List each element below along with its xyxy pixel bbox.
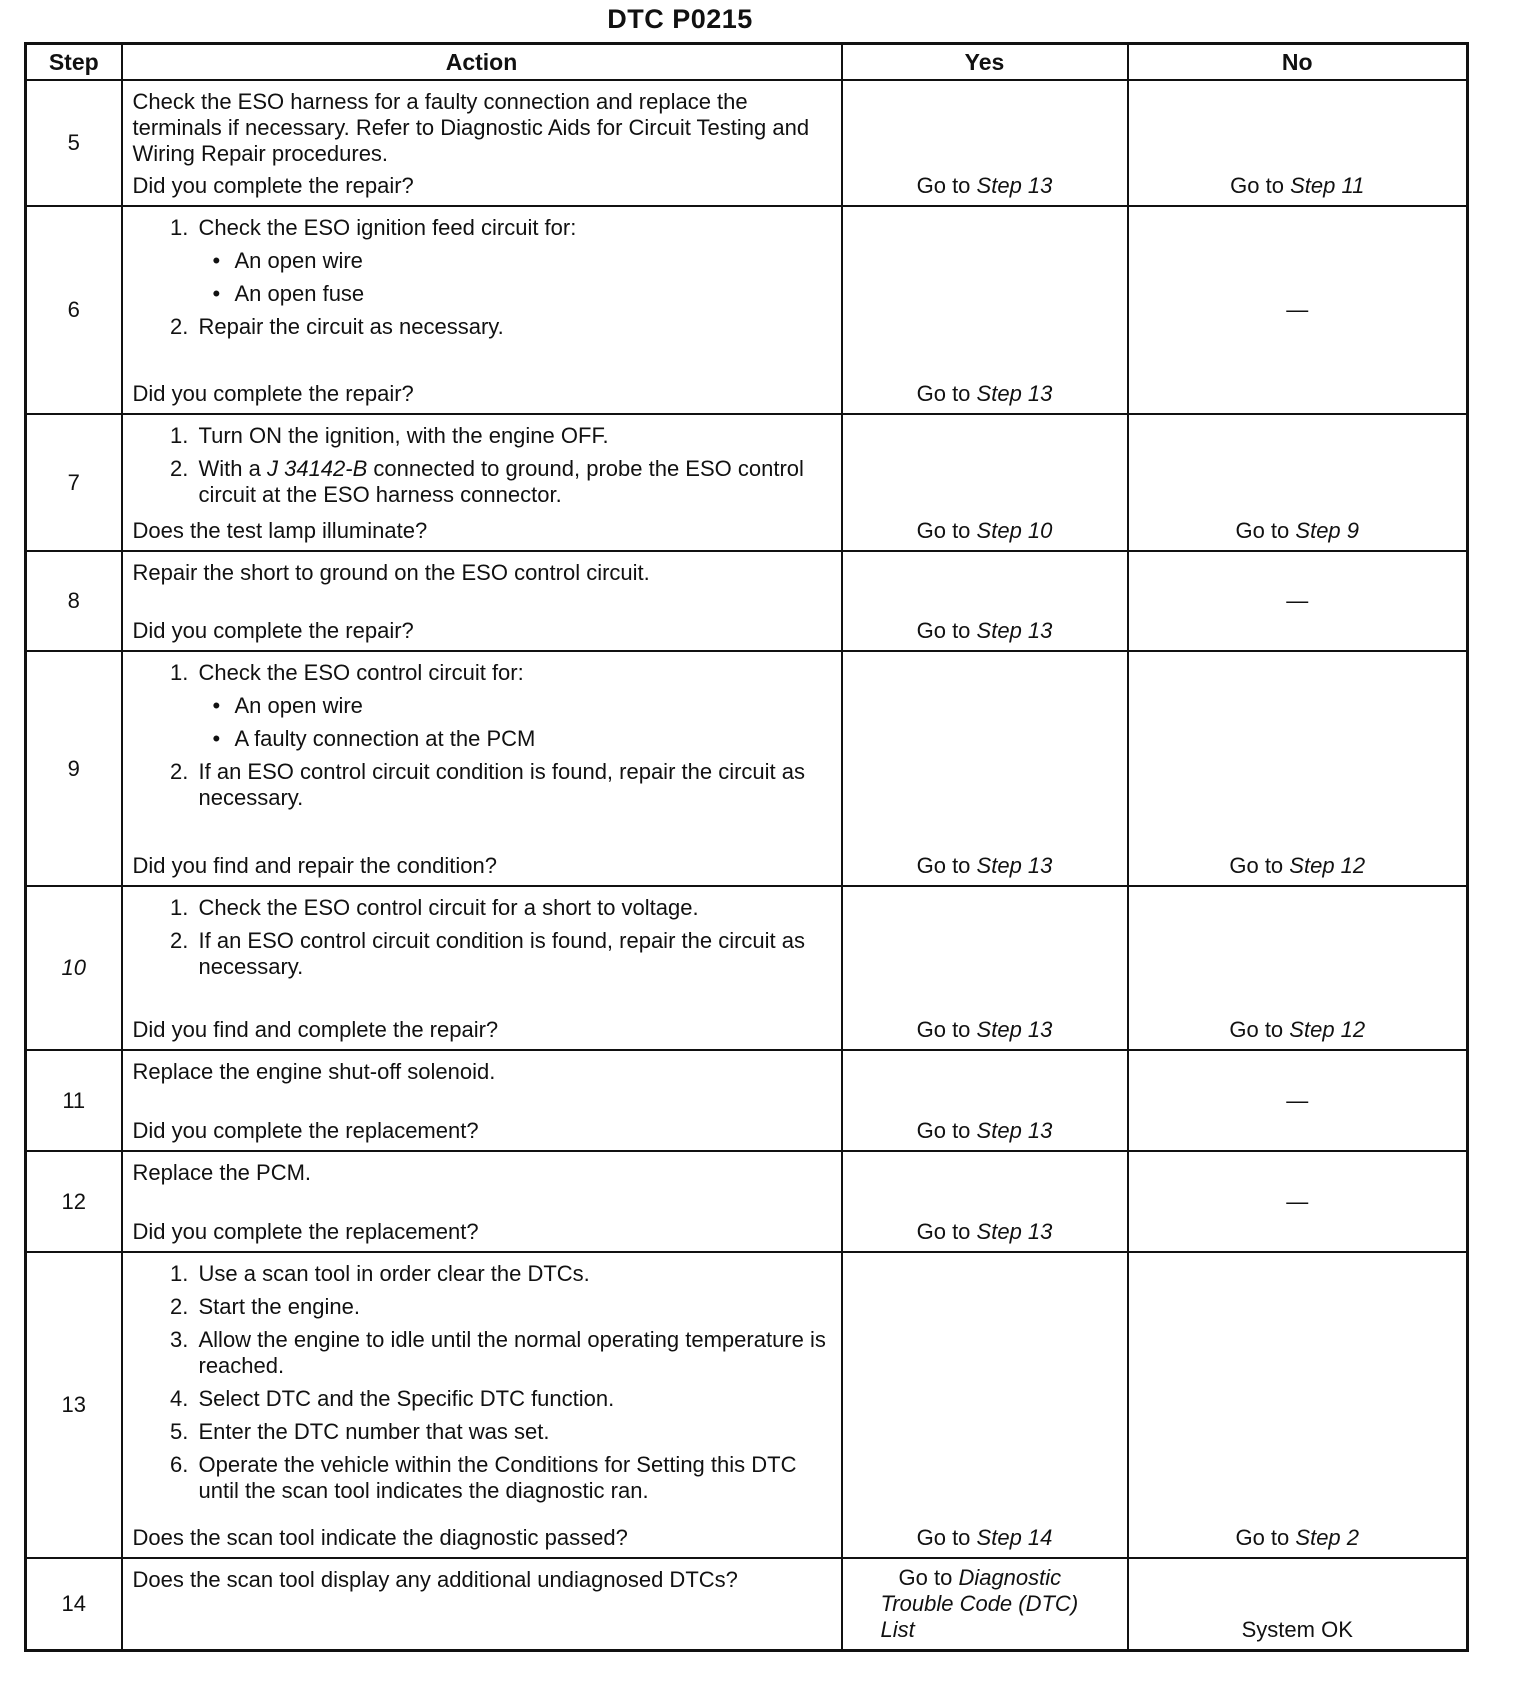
- goto-prefix: Go to: [916, 173, 971, 198]
- table-row: [26, 1151, 1468, 1252]
- action-step-item: 2. With a J 34142-B connected to ground, probe the ESO control circuit at the ESO harness connector.: [195, 456, 833, 508]
- no-cell: System OK: [1128, 1558, 1468, 1651]
- table-row: [26, 414, 1468, 551]
- bullet-list: [199, 248, 833, 307]
- yes-cell: [842, 80, 1128, 206]
- goto-target: Step 13: [976, 853, 1053, 878]
- goto-target: Step 12: [1289, 853, 1366, 878]
- action-step-item: 2. If an ESO control circuit condition is found, repair the circuit as necessary.: [195, 759, 833, 811]
- header-row: [26, 44, 1468, 81]
- goto-target: Step 14: [976, 1525, 1053, 1550]
- action-cell: [122, 651, 842, 886]
- goto-line: [881, 1591, 1117, 1617]
- action-step-item: 1. Use a scan tool in order clear the DTCs.: [195, 1261, 833, 1287]
- table-row: [26, 1252, 1468, 1558]
- header-step: Step: [26, 44, 122, 81]
- goto-prefix: Go to: [916, 1525, 971, 1550]
- no-cell: [1128, 414, 1468, 551]
- goto-target: Step 11: [1290, 173, 1365, 198]
- yes-cell: [842, 551, 1128, 651]
- goto-target: List: [880, 1617, 915, 1642]
- tool-number: J 34142-B: [266, 456, 368, 481]
- table-row: [26, 80, 1468, 206]
- action-step-item: 1. Turn ON the ignition, with the engine OFF.: [195, 423, 833, 449]
- action-steps: [133, 1261, 833, 1504]
- step-number: 13: [26, 1252, 122, 1558]
- step-number: 14: [26, 1558, 122, 1651]
- action-cell: [122, 551, 842, 651]
- goto-target: Step 9: [1295, 518, 1360, 543]
- no-cell: —: [1128, 1151, 1468, 1252]
- action-question: Does the test lamp illuminate?: [132, 518, 428, 543]
- step-number: 9: [26, 651, 122, 886]
- goto-target: Step 13: [976, 618, 1053, 643]
- no-cell: [1128, 1252, 1468, 1558]
- action-text: Repair the short to ground on the ESO control circuit.: [132, 560, 650, 585]
- action-cell: [122, 1151, 842, 1252]
- action-cell: [122, 886, 842, 1050]
- action-steps: [133, 895, 833, 980]
- step-number: 11: [26, 1050, 122, 1151]
- table-row: [26, 1050, 1468, 1151]
- action-step-item: 1. Check the ESO ignition feed circuit for: • An open wire • An open fuse: [195, 215, 833, 307]
- goto-target: Step 10: [976, 518, 1053, 543]
- action-step-item: 2. Repair the circuit as necessary.: [195, 314, 833, 340]
- action-question: Did you complete the replacement?: [132, 1118, 479, 1143]
- goto-target: Step 13: [976, 1017, 1053, 1042]
- yes-cell: [842, 206, 1128, 414]
- yes-cell: [842, 1558, 1128, 1651]
- table-row: [26, 206, 1468, 414]
- goto-target: Step 13: [976, 173, 1053, 198]
- goto-line: [881, 1617, 1117, 1643]
- action-cell: [122, 1252, 842, 1558]
- action-text: Check the ESO harness for a faulty connection and replace the terminals if necessary. Refer to Diagnostic Aids for Circuit Testing and Wiring Repair procedures.: [132, 89, 810, 166]
- no-cell: —: [1128, 551, 1468, 651]
- goto-prefix: Go to: [916, 518, 971, 543]
- table-row: [26, 651, 1468, 886]
- no-cell: [1128, 651, 1468, 886]
- table-row: [26, 886, 1468, 1050]
- header-action: Action: [122, 44, 842, 81]
- action-question: Does the scan tool indicate the diagnostic passed?: [132, 1525, 628, 1550]
- yes-cell: [842, 1252, 1128, 1558]
- action-question: Did you complete the repair?: [132, 618, 414, 643]
- action-step-item: 1. Check the ESO control circuit for: • An open wire • A faulty connection at the PCM: [195, 660, 833, 752]
- action-text: Replace the PCM.: [132, 1160, 312, 1185]
- step-number: 5: [26, 80, 122, 206]
- goto-target: Trouble Code (DTC): [880, 1591, 1079, 1616]
- action-cell: [122, 80, 842, 206]
- goto-target: Diagnostic: [958, 1565, 1062, 1590]
- goto-prefix: Go to: [916, 381, 971, 406]
- table-row: [26, 1558, 1468, 1651]
- dtc-table: [24, 42, 1469, 1652]
- bullet-item: • An open fuse: [235, 281, 833, 307]
- goto-prefix: Go to: [1229, 1017, 1284, 1042]
- step-number: 12: [26, 1151, 122, 1252]
- page-title: DTC P0215: [607, 4, 753, 34]
- action-steps: [133, 423, 833, 508]
- no-cell: —: [1128, 1050, 1468, 1151]
- yes-cell: [842, 414, 1128, 551]
- goto-target: Step 12: [1289, 1017, 1366, 1042]
- no-cell: [1128, 886, 1468, 1050]
- bullet-item: • An open wire: [235, 693, 833, 719]
- action-cell: [122, 1050, 842, 1151]
- action-steps: [133, 660, 833, 811]
- yes-cell: [842, 886, 1128, 1050]
- yes-cell: [842, 651, 1128, 886]
- goto-prefix: Go to: [916, 1219, 971, 1244]
- goto-prefix: Go to: [916, 1118, 971, 1143]
- no-cell: —: [1128, 206, 1468, 414]
- goto-prefix: Go to: [916, 1017, 971, 1042]
- bullet-item: • An open wire: [235, 248, 833, 274]
- step-number: 10: [26, 886, 122, 1050]
- goto-prefix: Go to: [1235, 1525, 1290, 1550]
- goto-prefix: Go to: [1230, 173, 1284, 198]
- action-question: Did you find and complete the repair?: [132, 1017, 499, 1042]
- action-text: Does the scan tool display any additional undiagnosed DTCs?: [132, 1567, 738, 1592]
- action-step-item: 6. Operate the vehicle within the Conditions for Setting this DTC until the scan tool indicates the diagnostic ran.: [195, 1452, 833, 1504]
- goto-target: Step 2: [1295, 1525, 1360, 1550]
- step-number: 6: [26, 206, 122, 414]
- goto-prefix: Go to: [916, 853, 971, 878]
- action-step-item: 2. Start the engine.: [195, 1294, 833, 1320]
- no-cell: [1128, 80, 1468, 206]
- action-question: Did you complete the replacement?: [132, 1219, 479, 1244]
- header-yes: Yes: [842, 44, 1128, 81]
- step-number: 7: [26, 414, 122, 551]
- action-step-item: 3. Allow the engine to idle until the normal operating temperature is reached.: [195, 1327, 833, 1379]
- goto-prefix: Go to: [1229, 853, 1284, 878]
- table-row: [26, 551, 1468, 651]
- bullet-item: • A faulty connection at the PCM: [235, 726, 833, 752]
- goto-prefix: Go to: [916, 618, 971, 643]
- action-step-item: 4. Select DTC and the Specific DTC function.: [195, 1386, 833, 1412]
- action-cell: [122, 414, 842, 551]
- action-step-item: 5. Enter the DTC number that was set.: [195, 1419, 833, 1445]
- action-step-item: 2. If an ESO control circuit condition is found, repair the circuit as necessary.: [195, 928, 833, 980]
- action-step-item: 1. Check the ESO control circuit for a short to voltage.: [195, 895, 833, 921]
- action-question: Did you complete the repair?: [132, 173, 414, 198]
- goto-prefix: Go to: [1235, 518, 1290, 543]
- step-number: 8: [26, 551, 122, 651]
- yes-cell: [842, 1050, 1128, 1151]
- action-question: Did you find and repair the condition?: [132, 853, 497, 878]
- goto-target: Step 13: [976, 381, 1053, 406]
- action-cell: [122, 206, 842, 414]
- action-steps: [133, 215, 833, 340]
- goto-line: Go to Diagnostic: [898, 1565, 1062, 1590]
- header-no: No: [1128, 44, 1468, 81]
- bullet-list: [199, 693, 833, 752]
- goto-target: Step 13: [976, 1118, 1053, 1143]
- goto-target: Step 13: [976, 1219, 1053, 1244]
- yes-cell: [842, 1151, 1128, 1252]
- action-text: Replace the engine shut-off solenoid.: [132, 1059, 496, 1084]
- action-cell: [122, 1558, 842, 1651]
- action-question: Did you complete the repair?: [132, 381, 414, 406]
